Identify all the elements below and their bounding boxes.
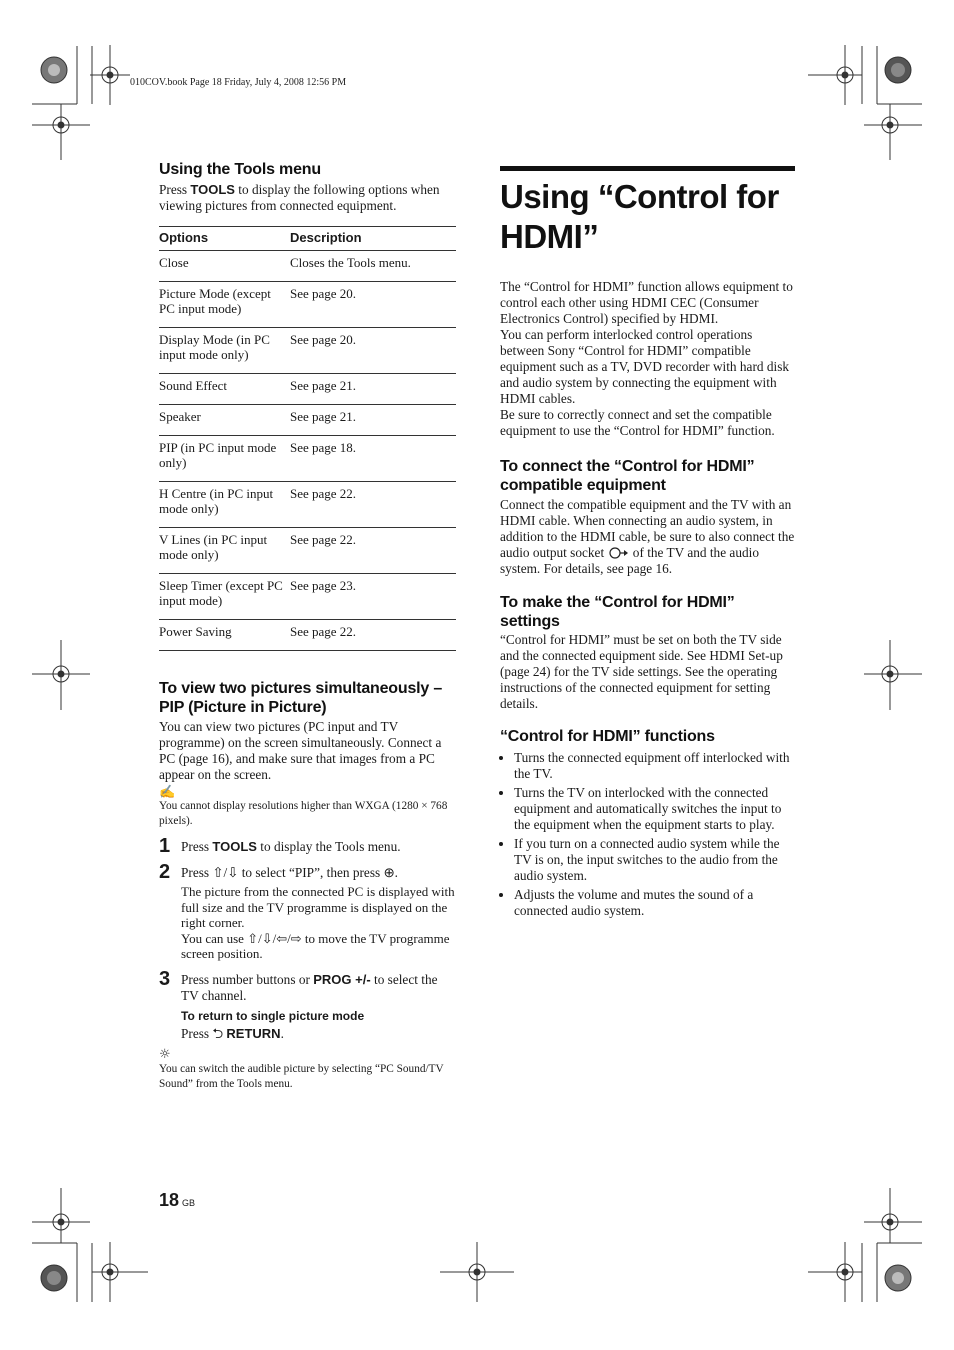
table-row: [159, 436, 456, 482]
functions-list: [500, 750, 795, 919]
description-cell: See page 22.: [290, 620, 456, 651]
col-header-description: Description: [290, 227, 456, 251]
option-cell: Sleep Timer (except PC input mode): [159, 574, 290, 620]
return-key: RETURN: [226, 1025, 281, 1041]
col-header-options: Options: [159, 227, 290, 251]
hint-icon: ☼: [159, 1046, 171, 1062]
table-row: [159, 620, 456, 651]
table-row: [159, 405, 456, 436]
tools-options-table: [159, 226, 456, 651]
connect-text: Connect the compatible equipment and the TV with an HDMI cable. When connecting an audio system, in addition to the HDMI cable, be sure to also connect the audio output socket of the TV and the audio system. For details, see page 16.: [500, 497, 795, 576]
pip-intro: You can view two pictures (PC input and TV programme) on the screen simultaneously. Connect a PC (page 16), and make sure that images from a PC appear on the screen.: [159, 719, 442, 782]
step-2-text: Press ⇧/⇩ to select “PIP”, then press ⊕.: [181, 865, 398, 880]
settings-heading: To make the “Control for HDMI” settings: [500, 594, 735, 630]
table-row: [159, 251, 456, 282]
option-cell: Display Mode (in PC input mode only): [159, 328, 290, 374]
description-cell: See page 21.: [290, 374, 456, 405]
tools-intro: Press TOOLS to display the following options when viewing pictures from connected equipment.: [159, 182, 440, 213]
hdmi-intro-2: You can perform interlocked control operations between Sony “Control for HDMI” compatible equipment such as a TV, DVD recorder with hard disk and audio system by connecting the equipment with HDMI cables.: [500, 327, 790, 406]
tools-key: TOOLS: [212, 839, 257, 854]
description-cell: See page 22.: [290, 482, 456, 528]
note-icon: ✍: [159, 784, 176, 799]
step-2-detail-2: You can use ⇧/⇩/⇦/⇨ to move the TV programme screen position.: [181, 930, 450, 961]
tools-heading: Using the Tools menu: [159, 161, 321, 178]
functions-heading: “Control for HDMI” functions: [500, 728, 715, 745]
description-cell: See page 22.: [290, 528, 456, 574]
tools-key: TOOLS: [190, 182, 235, 197]
hdmi-intro-3: Be sure to correctly connect and set the compatible equipment to use the “Control for HDMI” function.: [500, 407, 775, 438]
step-3: 3 Press number buttons or PROG +/- to select the TV channel. To return to single picture mode Press ⮌ RETURN.: [159, 972, 456, 1043]
step-2-detail: The picture from the connected PC is displayed with full size and the TV programme is displayed on the right corner.: [181, 884, 455, 930]
description-cell: See page 23.: [290, 574, 456, 620]
option-cell: H Centre (in PC input mode only): [159, 482, 290, 528]
option-cell: Close: [159, 251, 290, 282]
option-cell: Power Saving: [159, 620, 290, 651]
audio-output-socket-icon: [607, 547, 629, 559]
step-1: 1 Press TOOLS to display the Tools menu.: [159, 835, 401, 857]
option-cell: V Lines (in PC input mode only): [159, 528, 290, 574]
table-row: [159, 282, 456, 328]
list-item: • Adjusts the volume and mutes the sound of a connected audio system.: [514, 887, 795, 919]
prog-key: PROG +/-: [313, 971, 371, 987]
table-row: [159, 328, 456, 374]
step-2: [159, 861, 456, 962]
connect-heading: To connect the “Control for HDMI” compatible equipment: [500, 458, 755, 494]
list-item: • Turns the connected equipment off interlocked with the TV.: [514, 750, 795, 782]
step-1-number: 1: [159, 835, 171, 857]
book-header: 010COV.book Page 18 Friday, July 4, 2008 12:56 PM: [130, 77, 347, 88]
pip-hint: You can switch the audible picture by selecting “PC Sound/TV Sound” from the Tools menu.: [159, 1062, 444, 1090]
table-row: [159, 482, 456, 528]
return-heading: To return to single picture mode: [181, 1008, 365, 1023]
page-number: 18 GB: [159, 1190, 196, 1210]
description-cell: See page 20.: [290, 282, 456, 328]
option-cell: Speaker: [159, 405, 290, 436]
pip-note: You cannot display resolutions higher than WXGA (1280 × 768 pixels).: [159, 800, 448, 827]
option-cell: Sound Effect: [159, 374, 290, 405]
right-column: [500, 166, 795, 922]
list-item: • Turns the TV on interlocked with the connected equipment and automatically switches the input to the equipment when the equipment starts to play.: [514, 785, 795, 833]
left-column: [159, 160, 456, 1092]
return-icon: ⮌: [212, 1026, 224, 1042]
page-title: Using “Control for HDMI”: [500, 166, 795, 257]
description-cell: See page 18.: [290, 436, 456, 482]
step-3-number: 3: [159, 967, 171, 990]
option-cell: Picture Mode (except PC input mode): [159, 282, 290, 328]
table-header-row: [159, 227, 456, 251]
table-row: [159, 374, 456, 405]
description-cell: See page 21.: [290, 405, 456, 436]
table-row: [159, 528, 456, 574]
table-row: [159, 574, 456, 620]
step-2-number: 2: [159, 861, 171, 883]
hdmi-intro-1: The “Control for HDMI” function allows equipment to control each other using HDMI CEC (Consumer Electronics Control) specified by HDMI.: [500, 279, 793, 326]
page-suffix: GB: [182, 1198, 196, 1208]
pip-heading: To view two pictures simultaneously – PIP (Picture in Picture): [159, 680, 443, 716]
settings-text: “Control for HDMI” must be set on both the TV side and the connected equipment side. See HDMI Set-up (page 24) for the TV side settings. See the operating instructions of the connected equipment for setting details.: [500, 632, 783, 711]
description-cell: Closes the Tools menu.: [290, 251, 456, 282]
description-cell: See page 20.: [290, 328, 456, 374]
option-cell: PIP (in PC input mode only): [159, 436, 290, 482]
list-item: • If you turn on a connected audio system while the TV is on, the input switches to the audio from the audio system.: [514, 836, 795, 884]
